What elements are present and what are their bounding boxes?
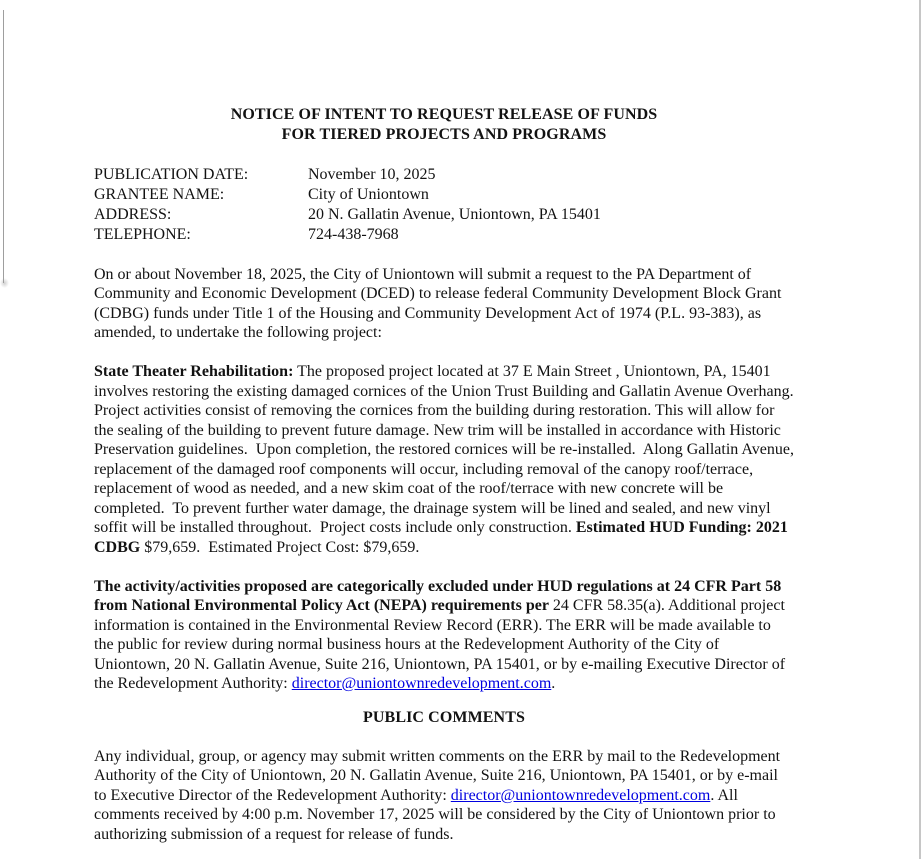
email-link[interactable]: director@uniontownredevelopment.com [291, 675, 552, 692]
text-run: The proposed project located at 37 E Main Street , Uniontown, PA, 15401 involves restoring the existing damaged cornices of the Union Trust Building and Gallatin Avenue Overhang. Project activities consist of removing the cornices from the building during restoration. This will allow for the sealing of the building to prevent future damage. New trim will be installed in accordance with Historic Preservation guidelines. Upon completion, the restored cornices will be re-installed. Along Gallatin Avenue, replacement of the damaged roof components will occur, including removal of the canopy roof/terrace, replacement of wood as needed, and a new skim coat of the roof/terrace with new concrete will be completed. To prevent further water damage, the drainage system will be lined and sealed, and new vinyl soffit will be installed throughout. Project costs include only construction. [94, 363, 798, 536]
paragraph [94, 362, 798, 557]
meta-label-telephone: TELEPHONE: [94, 226, 191, 243]
meta-value-publication-date: November 10, 2025 [308, 166, 436, 183]
page-edge-line-right [919, 0, 921, 859]
section-heading: PUBLIC COMMENTS [363, 708, 525, 726]
paragraph [94, 577, 794, 694]
meta-label-publication-date: PUBLICATION DATE: [94, 166, 249, 183]
paragraph [94, 747, 794, 845]
text-run: . All comments received by 4:00 p.m. November 17, 2025 will be considered by the City of Uniontown prior to authorizing submission of a request for release of funds. [94, 786, 780, 843]
meta-label-address: ADDRESS: [94, 206, 172, 223]
text-run: $79,659. Estimated Project Cost: $79,659. [140, 538, 420, 556]
bold-text: Estimated HUD Funding: 2021 CDBG [94, 519, 792, 556]
document-title-line1: NOTICE OF INTENT TO REQUEST RELEASE OF FUNDS [230, 106, 658, 123]
paragraph [94, 265, 794, 343]
email-link[interactable]: director@uniontownredevelopment.com [450, 786, 711, 804]
text-run: . [551, 675, 556, 692]
text-run: On or about November 18, 2025, the City of Uniontown will submit a request to the PA Department of Community and Economic Development (DCED) to release federal Community Development Block Grant (CDBG) funds under Title 1 of the Housing and Community Development Act of 1974 (P.L. 93-383), as amended, to undertake the following project: [94, 265, 786, 341]
meta-label-grantee-name: GRANTEE NAME: [94, 186, 225, 203]
bold-text: The activity/activities proposed are categorically excluded under HUD regulations at 24 CFR Part 58 from National Environmental Policy Act (NEPA) requirements per [94, 577, 786, 614]
meta-value-telephone: 724-438-7968 [308, 226, 399, 243]
document-title-line2: FOR TIERED PROJECTS AND PROGRAMS [281, 125, 607, 143]
meta-value-grantee-name: City of Uniontown [308, 186, 429, 203]
text-run: 24 CFR 58.35(a). Additional project information is contained in the Environmental Review Record (ERR). The ERR will be made available to the public for review during normal business hours at the Redevelopment Authority of the City of Uniontown, 20 N. Gallatin Avenue, Suite 216, Uniontown, PA 15401, or by e-mailing Executive Director of the Redevelopment Authority: [94, 597, 790, 692]
meta-value-address: 20 N. Gallatin Avenue, Uniontown, PA 15401 [308, 206, 601, 223]
document-title [94, 105, 794, 144]
text-run: Any individual, group, or agency may submit written comments on the ERR by mail to the Redevelopment Authority of the City of Uniontown, 20 N. Gallatin Avenue, Suite 216, Uniontown, PA 15401, or by e-mail to Executive Director of the Redevelopment Authority: [94, 747, 784, 804]
notice-document [94, 0, 798, 844]
page-edge-smudge [0, 278, 9, 288]
document-body [94, 265, 798, 845]
bold-text: State Theater Rehabilitation: [94, 363, 294, 380]
publication-meta [94, 165, 794, 245]
page-edge-line-left [3, 10, 4, 283]
